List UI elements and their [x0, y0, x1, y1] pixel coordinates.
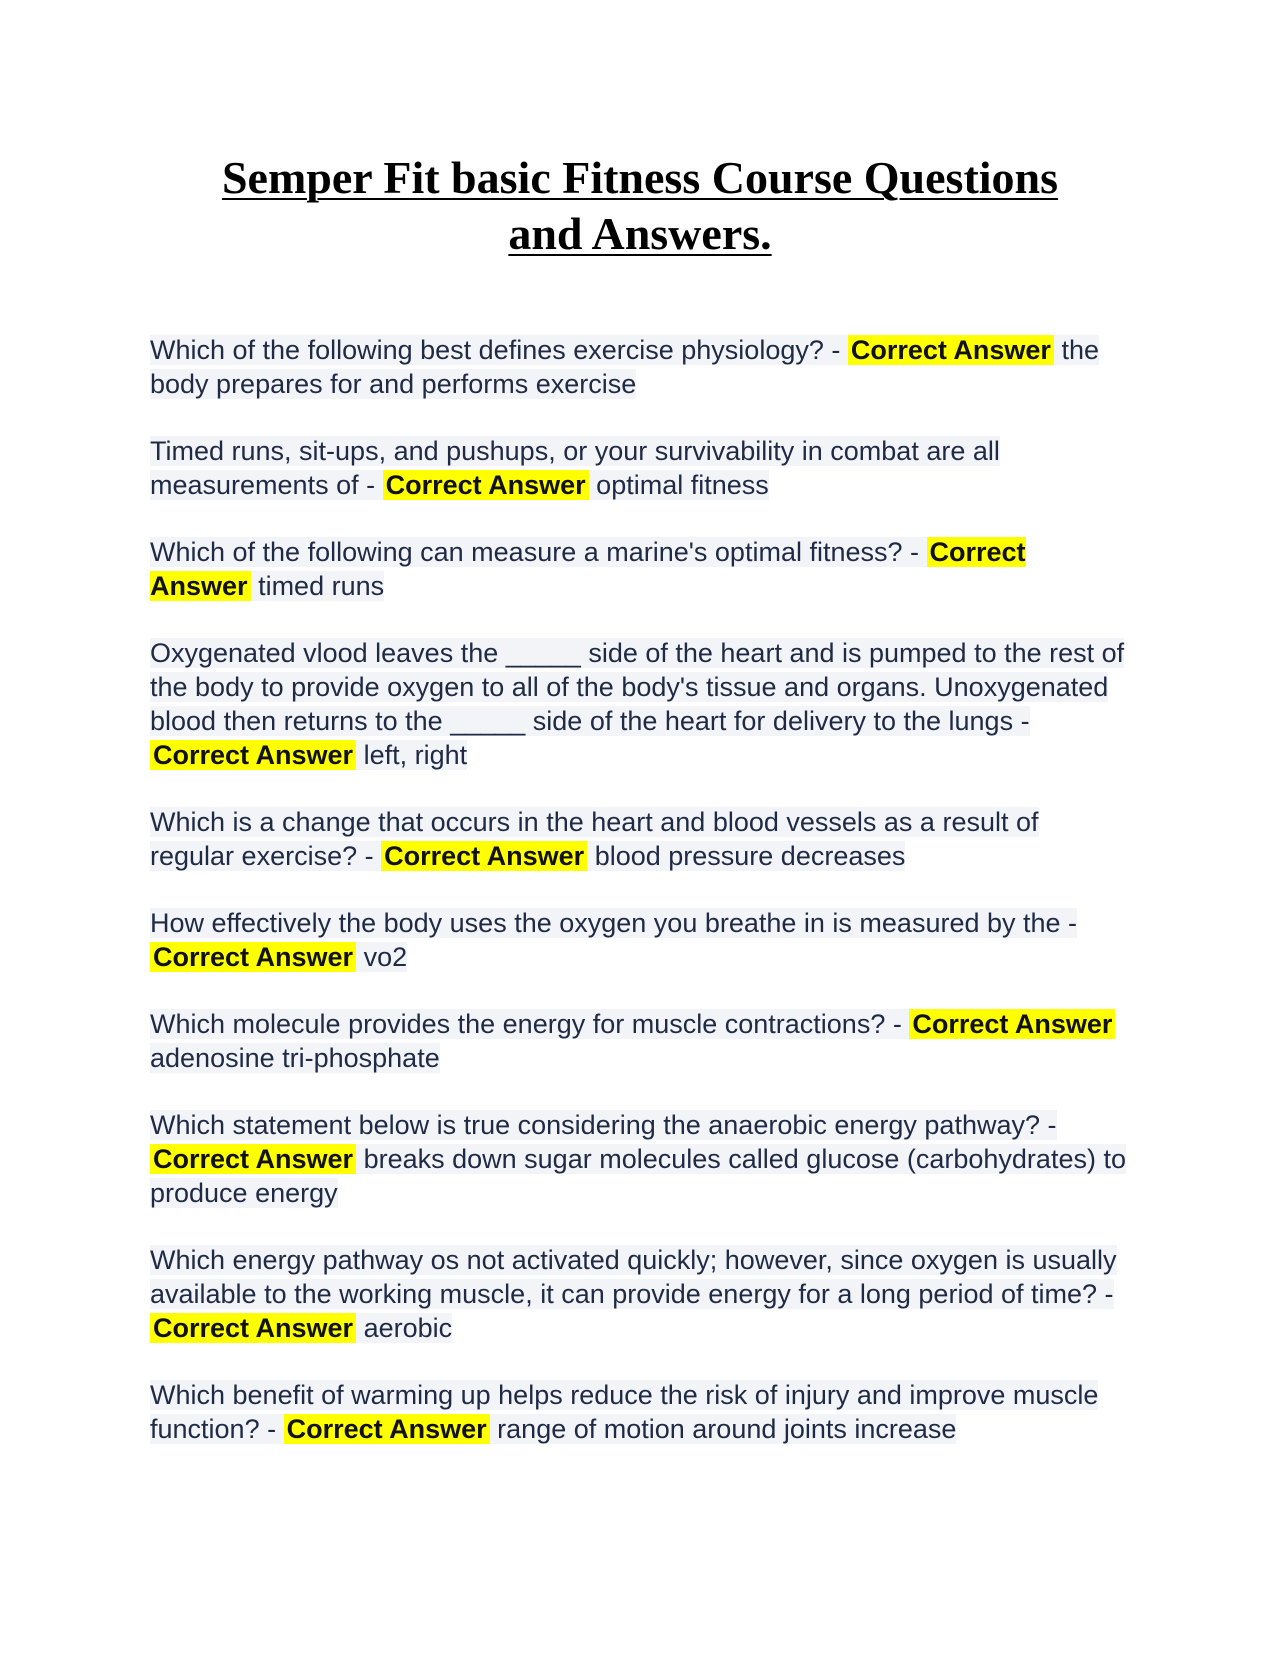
separator: - [1097, 1279, 1114, 1309]
separator: - [823, 335, 848, 365]
qa-item-2 [150, 434, 1130, 502]
qa-item-9 [150, 1243, 1130, 1345]
title-line-1: Semper Fit basic Fitness Course Questions [221, 152, 1059, 203]
qa-item-6 [150, 906, 1130, 974]
qa-item-8 [150, 1108, 1130, 1210]
question-text: Timed runs, sit-ups, and pushups, or your survivability in combat are all measurements of [150, 436, 1000, 500]
answer-text: blood pressure decreases [594, 841, 906, 871]
separator: - [1013, 706, 1030, 736]
title-line-2: and Answers. [508, 208, 772, 259]
correct-answer-label: Correct Answer [150, 1313, 356, 1343]
question-text: Which is a change that occurs in the heart and blood vessels as a result of regular exercise? [150, 807, 1039, 871]
qa-line [150, 1009, 1115, 1073]
answer-text: timed runs [258, 571, 385, 601]
answer-text: aerobic [363, 1313, 453, 1343]
qa-item-1 [150, 333, 1130, 401]
qa-line [150, 335, 1099, 399]
qa-item-3 [150, 535, 1130, 603]
qa-line [150, 638, 1124, 770]
separator: - [885, 1009, 910, 1039]
question-text: Which energy pathway os not activated quickly; however, since oxygen is usually available to the working muscle, it can provide energy for a long period of time? [150, 1245, 1117, 1309]
question-text: Which statement below is true considering the anaerobic energy pathway? [150, 1110, 1040, 1140]
separator: - [1040, 1110, 1057, 1140]
question-text: Which benefit of warming up helps reduce the risk of injury and improve muscle function? [150, 1380, 1099, 1444]
separator: - [1060, 908, 1078, 938]
answer-text: optimal fitness [596, 470, 769, 500]
qa-line [150, 807, 1039, 871]
question-text: Which of the following best defines exercise physiology? [150, 335, 824, 365]
correct-answer-label: Correct Answer [848, 335, 1054, 365]
correct-answer-label: Correct Answer [150, 1144, 356, 1174]
qa-line [150, 436, 1000, 500]
correct-answer-label: Correct Answer [909, 1009, 1115, 1039]
answer-text: the body prepares for and performs exercise [150, 335, 1099, 399]
answer-text: breaks down sugar molecules called glucose (carbohydrates) to produce energy [150, 1144, 1126, 1208]
correct-answer-label: Correct Answer [150, 537, 1026, 601]
qa-line [150, 1110, 1126, 1208]
qa-list [150, 333, 1130, 1479]
answer-text: left, right [363, 740, 468, 770]
answer-text: adenosine tri-phosphate [150, 1043, 440, 1073]
document-title [150, 150, 1130, 262]
correct-answer-label: Correct Answer [381, 841, 587, 871]
qa-item-5 [150, 805, 1130, 873]
qa-item-7 [150, 1007, 1130, 1075]
separator: - [358, 470, 383, 500]
separator: - [902, 537, 927, 567]
question-text: Oxygenated vlood leaves the _____ side of the heart and is pumped to the rest of the body to provide oxygen to all of the body's tissue and organs. Unoxygenated blood then returns to the _____ side of the heart for delivery to the lungs [150, 638, 1125, 736]
qa-line [150, 537, 1026, 601]
qa-line [150, 1380, 1098, 1444]
qa-line [150, 1245, 1117, 1343]
correct-answer-label: Correct Answer [150, 942, 356, 972]
qa-line [150, 908, 1077, 972]
answer-text: vo2 [363, 942, 408, 972]
correct-answer-label: Correct Answer [284, 1414, 490, 1444]
correct-answer-label: Correct Answer [383, 470, 589, 500]
correct-answer-label: Correct Answer [150, 740, 356, 770]
qa-item-4 [150, 636, 1130, 772]
question-text: Which molecule provides the energy for muscle contractions? [150, 1009, 886, 1039]
question-text: How effectively the body uses the oxygen you breathe in is measured by the [150, 908, 1061, 938]
question-text: Which of the following can measure a marine's optimal fitness? [150, 537, 903, 567]
qa-item-10 [150, 1378, 1130, 1446]
separator: - [357, 841, 382, 871]
answer-text: range of motion around joints increase [497, 1414, 957, 1444]
separator: - [259, 1414, 284, 1444]
